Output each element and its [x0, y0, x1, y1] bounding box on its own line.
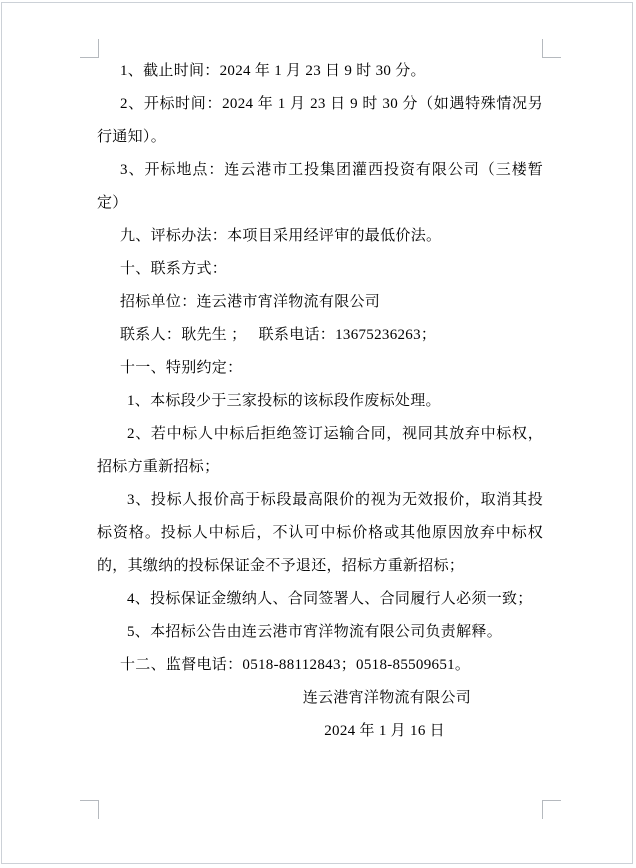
crop-mark-top-right — [542, 39, 561, 58]
crop-mark-bottom-left — [80, 800, 99, 819]
crop-mark-bottom-right — [542, 800, 561, 819]
signature-date: 2024 年 1 月 16 日 — [324, 723, 445, 739]
para-bid-opening-place: 3、开标地点：连云港市工投集团灌西投资有限公司（三楼暂定） — [97, 162, 543, 211]
para-term-2: 2、若中标人中标后拒绝签订运输合同，视同其放弃中标权，招标方重新招标； — [97, 426, 543, 475]
signature-company: 连云港宵洋物流有限公司 — [302, 690, 471, 706]
para-tender-unit: 招标单位：连云港市宵洋物流有限公司 — [120, 294, 381, 310]
para-term-3: 3、投标人报价高于标段最高限价的视为无效报价，取消其投标资格。投标人中标后，不认可中标价格或其他原因放弃中标权的，其缴纳的投标保证金不予退还，招标方重新招标； — [97, 492, 543, 574]
para-term-4: 4、投标保证金缴纳人、合同签署人、合同履行人必须一致； — [127, 591, 533, 607]
para-deadline-time: 1、截止时间：2024 年 1 月 23 日 9 时 30 分。 — [120, 63, 426, 79]
para-bid-opening-time: 2、开标时间：2024 年 1 月 23 日 9 时 30 分（如遇特殊情况另行通知）。 — [97, 96, 543, 145]
para-special-terms-heading: 十一、特别约定： — [120, 360, 243, 376]
para-term-1: 1、本标段少于三家投标的该标段作废标处理。 — [127, 393, 441, 409]
para-supervision-phone: 十二、监督电话：0518-88112843；0518-85509651。 — [120, 657, 471, 673]
para-contact-heading: 十、联系方式： — [120, 261, 228, 277]
para-contact-person: 联系人：耿先生 ； 联系电话：13675236263； — [120, 327, 437, 343]
document-page — [1, 2, 633, 864]
document-body — [97, 55, 543, 748]
para-evaluation-method: 九、评标办法：本项目采用经评审的最低价法。 — [120, 228, 442, 244]
para-term-5: 5、本招标公告由连云港市宵洋物流有限公司负责解释。 — [127, 624, 503, 640]
